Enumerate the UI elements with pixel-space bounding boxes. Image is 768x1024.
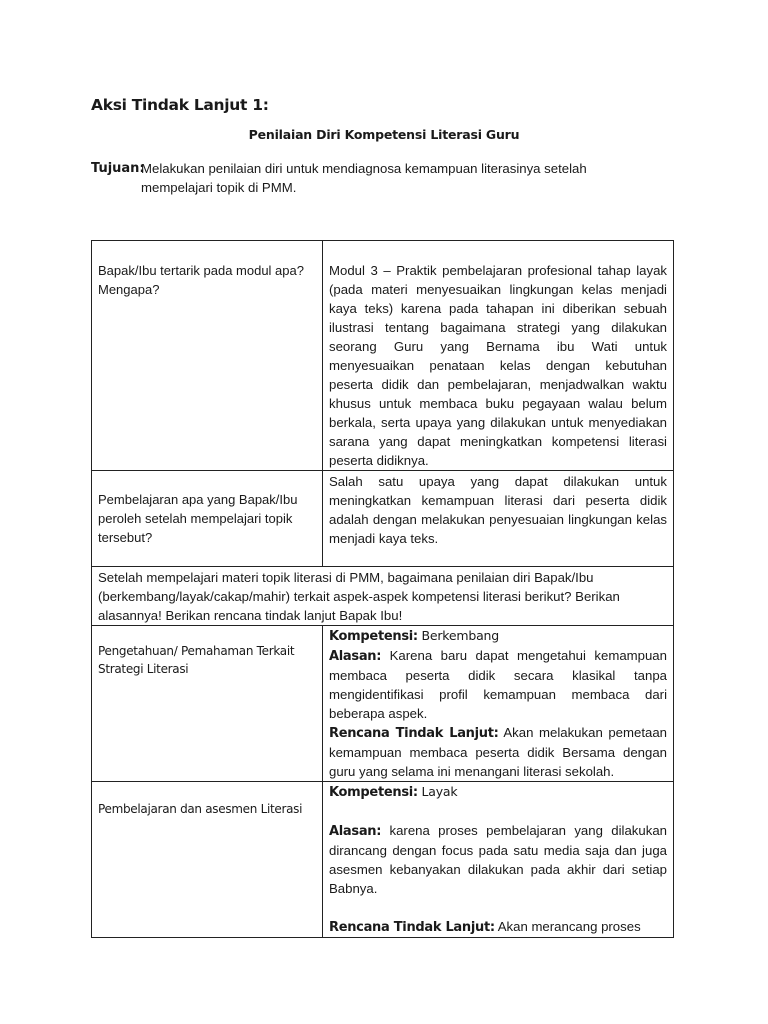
reason-label: Alasan: — [329, 649, 382, 664]
question-text: Bapak/Ibu tertarik pada modul apa? Mengapa? — [98, 263, 304, 297]
plan-label: Rencana Tindak Lanjut: — [329, 726, 499, 741]
answer-text: Salah satu upaya yang dapat dilakukan untuk meningkatkan kemampuan literasi dari peserta didik adalah dengan melakukan penyesuaian lingkungan kelas menjadi kaya teks. — [329, 474, 667, 546]
reason-text: Karena baru dapat mengetahui kemampuan membaca peserta didik secara klasikal tanpa mengidentifikasi profil kemampuan membaca dari beberapa aspek. — [329, 648, 667, 721]
reason-text: karena proses pembelajaran yang dilakukan dirancang dengan focus pada satu media saja dan juga asesmen kebanyakan dilakukan pada akhir dari setiap Babnya. — [329, 823, 667, 896]
instruction-text: Setelah mempelajari materi topik literasi di PMM, bagaimana penilaian diri Bapak/Ibu (berkembang/layak/cakap/mahir) terkait aspek-aspek kompetensi literasi berikut? Berikan alasannya! Berikan rencana tindak lanjut Bapak Ibu! — [98, 570, 620, 623]
competence-label: Kompetensi: — [329, 785, 418, 800]
assessment-table — [91, 240, 674, 938]
purpose-label: Tujuan: — [91, 161, 145, 176]
assessment-cell — [323, 626, 674, 782]
table-row — [92, 782, 674, 938]
table-row — [92, 567, 674, 626]
competence-value: Layak — [421, 784, 458, 799]
aspect-text: Pengetahuan/ Pemahaman Terkait Strategi Literasi — [98, 644, 295, 676]
table-row — [92, 626, 674, 782]
competence-label: Kompetensi: — [329, 629, 418, 644]
question-cell — [92, 471, 323, 567]
aspect-cell — [92, 782, 323, 938]
answer-cell — [323, 241, 674, 471]
answer-text: Modul 3 – Praktik pembelajaran profesional tahap layak (pada materi menyesuaikan lingkungan kelas menjadi kaya teks) karena pada tahapan ini diberikan sebuah ilustrasi tentang bagaimana strategi yang dilakukan seorang Guru yang Bernama ibu Wati untuk menyesuaikan penataan kelas dengan kebutuhan peserta didik dan pembelajaran, menjadwalkan waktu khusus untuk membaca buku pegayaan walau belum berkala, serta upaya yang dilakukan untuk menyediakan sarana yang dapat meningkatkan kompetensi literasi peserta didiknya. — [329, 263, 667, 468]
page-title: Aksi Tindak Lanjut 1: — [91, 96, 269, 114]
question-cell — [92, 241, 323, 471]
document-subtitle: Penilaian Diri Kompetensi Literasi Guru — [248, 127, 520, 142]
table-row — [92, 241, 674, 471]
plan-text: Akan merancang proses — [497, 919, 641, 934]
assessment-cell — [323, 782, 674, 938]
table-row — [92, 471, 674, 567]
question-text: Pembelajaran apa yang Bapak/Ibu peroleh setelah mempelajari topik tersebut? — [98, 492, 298, 545]
purpose-text: Melakukan penilaian diri untuk mendiagnosa kemampuan literasinya setelah mempelajari topik di PMM. — [141, 161, 587, 195]
aspect-cell — [92, 626, 323, 782]
instruction-cell — [92, 567, 674, 626]
aspect-text: Pembelajaran dan asesmen Literasi — [98, 802, 303, 816]
answer-cell — [323, 471, 674, 567]
reason-label: Alasan: — [329, 824, 382, 839]
competence-value: Berkembang — [421, 628, 500, 643]
purpose-section — [91, 159, 651, 197]
plan-text: Akan melakukan pemetaan kemampuan membaca peserta didik Bersama dengan guru yang selama ini menangani literasi sekolah. — [329, 725, 667, 779]
plan-label: Rencana Tindak Lanjut: — [329, 920, 495, 935]
